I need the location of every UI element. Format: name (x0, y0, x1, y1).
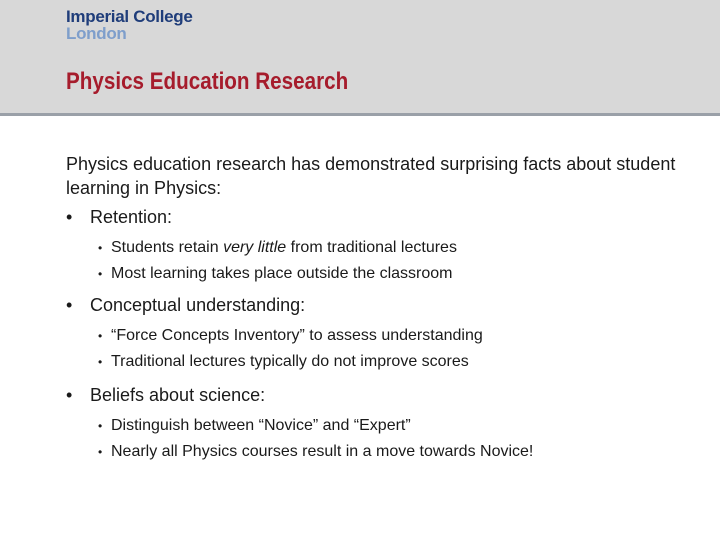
item-text: Distinguish between “Novice” and “Expert” (111, 417, 411, 434)
section-conceptual (66, 294, 686, 372)
slide-body (66, 152, 686, 462)
sub-list (66, 326, 686, 372)
sub-list (66, 416, 686, 462)
list-item (66, 326, 686, 346)
bullet-icon: • (66, 207, 73, 227)
bullet-icon: • (98, 419, 103, 433)
list-item (66, 238, 686, 258)
bullet-icon: • (66, 295, 73, 315)
logo-line-2: London (66, 24, 127, 43)
imperial-college-logo (66, 8, 193, 42)
item-text: Traditional lectures typically do not improve scores (111, 353, 469, 370)
logo-line-1: Imperial College (66, 7, 193, 26)
item-emphasis: very little (223, 239, 287, 256)
intro-paragraph: Physics education research has demonstrated surprising facts about student learning in Physics: (66, 154, 676, 198)
bullet-icon: • (98, 267, 103, 281)
section-heading-text: Retention: (90, 207, 173, 227)
item-text-tail: from traditional lectures (286, 239, 457, 256)
list-item (66, 442, 686, 462)
item-text: Students retain (111, 239, 224, 256)
section-heading (66, 294, 686, 316)
slide-header (0, 0, 720, 113)
bullet-icon: • (98, 445, 103, 459)
item-text: “Force Concepts Inventory” to assess understanding (111, 327, 483, 344)
section-beliefs (66, 384, 686, 462)
list-item (66, 416, 686, 436)
item-text: Most learning takes place outside the classroom (111, 265, 453, 282)
slide-title: Physics Education Research (66, 68, 349, 95)
bullet-icon: • (66, 385, 73, 405)
section-heading-text: Conceptual understanding: (90, 295, 306, 315)
section-heading-text: Beliefs about science: (90, 385, 266, 405)
bullet-icon: • (98, 241, 103, 255)
item-text: Nearly all Physics courses result in a move towards Novice! (111, 443, 534, 460)
header-divider (0, 113, 720, 116)
section-heading (66, 384, 686, 406)
section-retention (66, 206, 686, 284)
section-heading (66, 206, 686, 228)
bullet-icon: • (98, 329, 103, 343)
list-item (66, 264, 686, 284)
list-item (66, 352, 686, 372)
sub-list (66, 238, 686, 284)
bullet-icon: • (98, 355, 103, 369)
